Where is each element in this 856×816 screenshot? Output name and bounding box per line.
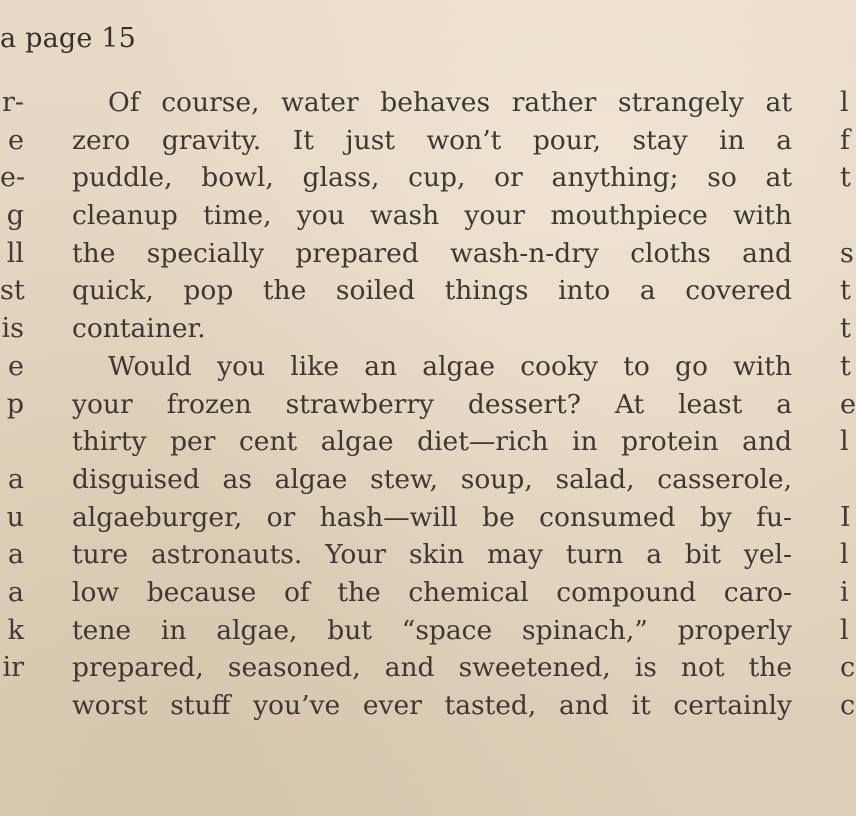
- right-fragment: I: [840, 501, 851, 533]
- main-text-column: [72, 84, 792, 725]
- paragraph-2-line: algaeburger, or hash—will be consumed by fu-: [72, 501, 792, 533]
- left-fragment: g: [6, 200, 24, 232]
- left-fragment: a: [7, 463, 24, 495]
- paragraph-1-line: puddle, bowl, glass, cup, or anything; so at: [72, 162, 792, 194]
- left-column-cropped: [0, 84, 24, 687]
- paragraph-2-line: disguised as algae stew, soup, salad, casserole,: [72, 463, 792, 495]
- paragraph-2-line: worst stuff you’ve ever tasted, and it certainly: [72, 690, 792, 721]
- paragraph-1-line: cleanup time, you wash your mouthpiece with: [72, 200, 792, 232]
- right-fragment: c: [840, 652, 856, 684]
- paragraph-2-line: prepared, seasoned, and sweetened, is not the: [72, 652, 792, 684]
- right-fragment: t: [840, 162, 851, 194]
- paragraph-2-line: Would you like an algae cooky to go with: [108, 350, 792, 382]
- left-fragment: st: [0, 275, 25, 307]
- left-fragment: a: [7, 576, 24, 608]
- paragraph-2-line: thirty per cent algae diet—rich in protein and: [72, 426, 792, 458]
- paragraph-2-line: tene in algae, but “space spinach,” properly: [72, 614, 792, 646]
- right-fragment: t: [840, 313, 851, 345]
- left-fragment: ll: [6, 237, 24, 269]
- paragraph-1-line: container.: [72, 313, 206, 345]
- left-fragment: u: [6, 501, 24, 533]
- left-fragment: e-: [0, 162, 26, 194]
- right-fragment: f: [840, 124, 850, 156]
- left-fragment: a: [7, 539, 24, 571]
- right-fragment: l: [840, 87, 849, 118]
- left-fragment: e: [8, 124, 24, 156]
- left-fragment: ir: [2, 652, 24, 684]
- right-column-cropped: [840, 84, 854, 725]
- right-fragment: l: [840, 426, 849, 458]
- left-fragment: is: [1, 313, 24, 345]
- left-fragment: e: [8, 350, 24, 382]
- left-fragment: [0, 423, 24, 461]
- right-fragment: l: [840, 614, 849, 646]
- right-fragment: t: [840, 350, 851, 382]
- left-fragment: r-: [1, 87, 24, 118]
- paragraph-1-line: the specially prepared wash-n-dry cloths and: [72, 237, 792, 269]
- right-fragment: [840, 197, 854, 235]
- paragraph-2-line: ture astronauts. Your skin may turn a bit yel-: [72, 539, 792, 571]
- paragraph-1-line: quick, pop the soiled things into a covered: [72, 275, 792, 307]
- right-fragment: e: [840, 388, 856, 420]
- paragraph-1-line: zero gravity. It just won’t pour, stay in a: [72, 124, 792, 156]
- paragraph-2-line: low because of the chemical compound caro-: [72, 576, 792, 608]
- right-fragment: s: [840, 237, 854, 269]
- page-number-label: a page 15: [0, 23, 137, 54]
- paragraph-1-line: Of course, water behaves rather strangely at: [108, 87, 792, 118]
- right-fragment: [840, 461, 854, 499]
- right-fragment: l: [840, 539, 849, 571]
- left-fragment: p: [6, 388, 24, 420]
- page-header: [0, 22, 136, 56]
- left-fragment: k: [7, 614, 24, 646]
- right-fragment: c: [840, 690, 856, 721]
- right-fragment: t: [840, 275, 851, 307]
- right-fragment: i: [840, 576, 849, 608]
- paragraph-2-line: your frozen strawberry dessert? At least a: [72, 388, 792, 420]
